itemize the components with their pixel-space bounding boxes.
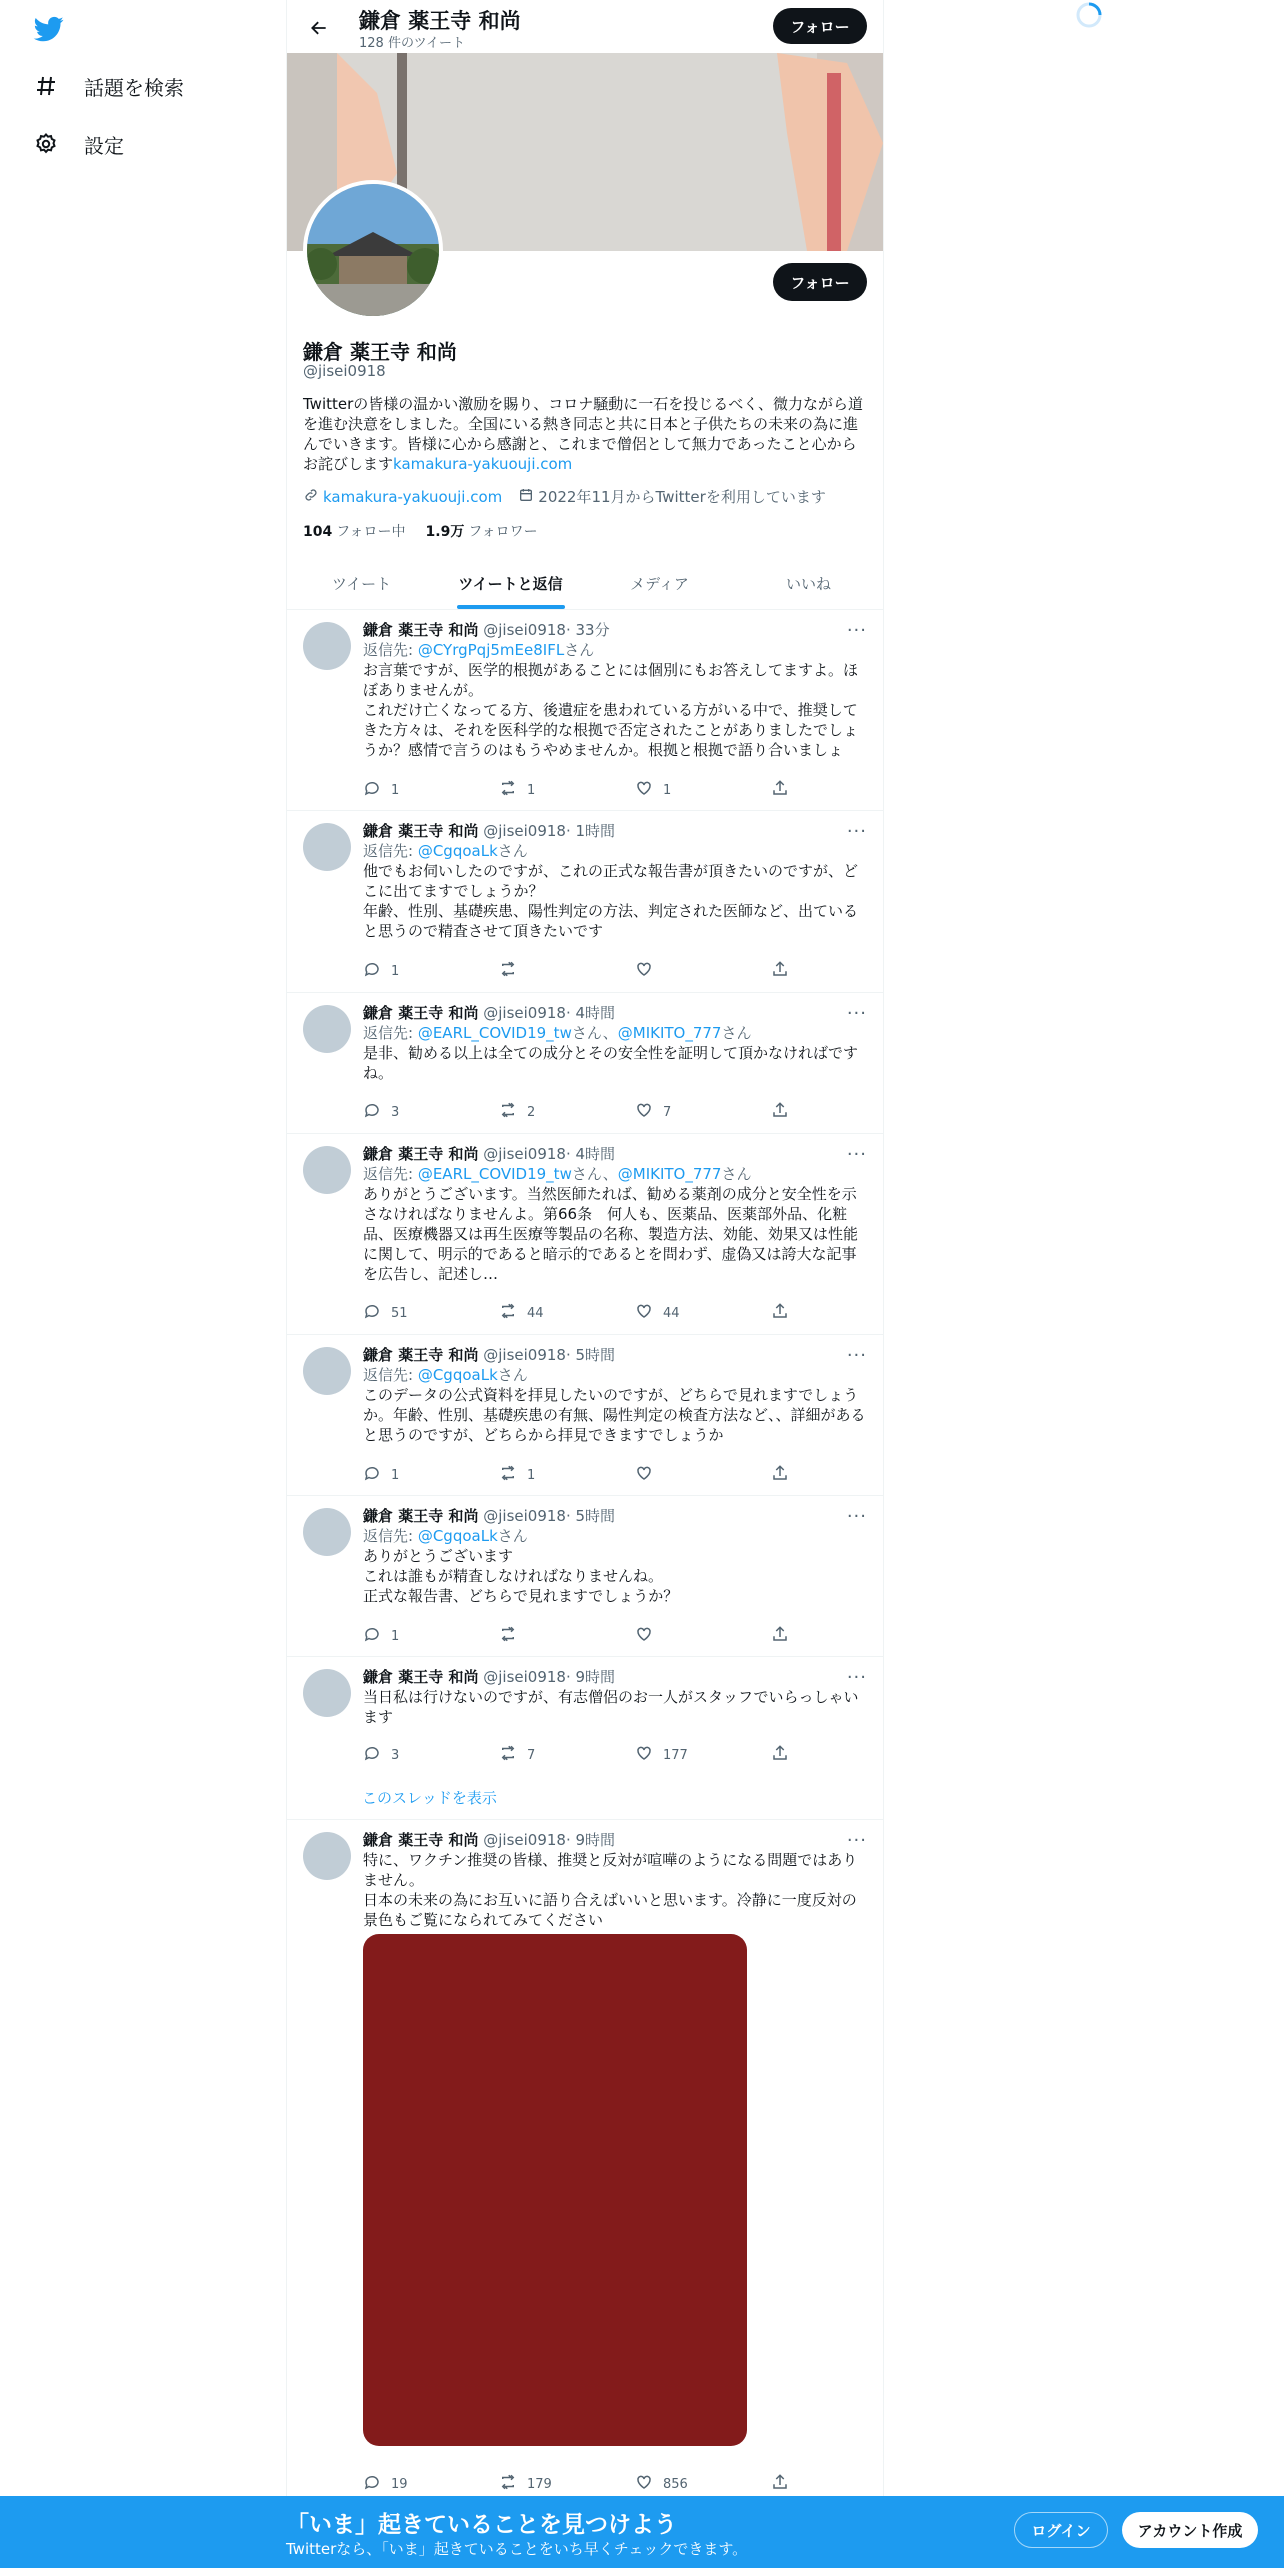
more-options-icon[interactable]: ··· bbox=[846, 1667, 867, 1688]
tweet-author-handle[interactable]: @jisei0918 bbox=[483, 1507, 566, 1525]
tweet-body bbox=[363, 1667, 867, 1727]
tweet-header bbox=[363, 1506, 867, 1526]
share-icon bbox=[771, 2473, 789, 2495]
tweet-time[interactable]: · 1時間 bbox=[565, 822, 616, 840]
tweet-author-name[interactable]: 鎌倉 薬王寺 和尚 bbox=[363, 1668, 479, 1686]
reply-icon bbox=[363, 2473, 381, 2495]
tweet-avatar[interactable] bbox=[303, 1005, 351, 1053]
tweet-avatar[interactable] bbox=[303, 823, 351, 871]
reply-icon bbox=[363, 779, 381, 801]
retweet-action[interactable] bbox=[499, 1745, 635, 1765]
reply-action[interactable] bbox=[363, 1465, 499, 1485]
reply-to-handle[interactable]: @EARL_COVID19_tw bbox=[417, 1024, 572, 1042]
profile-avatar[interactable] bbox=[303, 180, 443, 320]
nav-explore-label: 話題を検索 bbox=[84, 75, 184, 100]
profile-website[interactable] bbox=[303, 487, 502, 507]
retweet-action[interactable] bbox=[499, 1303, 635, 1323]
following-stat[interactable] bbox=[303, 521, 406, 541]
like-count: 44 bbox=[663, 1305, 680, 1321]
header-follow-button[interactable]: フォロー bbox=[773, 8, 867, 44]
reply-to-suffix: さん bbox=[564, 641, 595, 659]
reply-to-mid: さん、 bbox=[571, 1024, 618, 1042]
tweet-avatar[interactable] bbox=[303, 622, 351, 670]
tweet-actions bbox=[363, 1102, 793, 1122]
followers-label: フォロワー bbox=[468, 524, 538, 540]
retweet-icon bbox=[499, 2473, 517, 2495]
tweet-header bbox=[363, 1003, 867, 1023]
share-action[interactable] bbox=[771, 2474, 789, 2494]
retweet-count: 1 bbox=[527, 782, 536, 798]
reply-to-handle[interactable]: @EARL_COVID19_tw bbox=[417, 1165, 572, 1183]
reply-action[interactable] bbox=[363, 2474, 499, 2494]
tweet-author-handle[interactable]: @jisei0918 bbox=[483, 1668, 566, 1686]
retweet-icon bbox=[499, 1744, 517, 1766]
tweet-author-handle[interactable]: @jisei0918 bbox=[483, 1346, 566, 1364]
retweet-icon bbox=[499, 1625, 517, 1647]
tweet-body bbox=[363, 1144, 867, 1284]
share-action[interactable] bbox=[771, 1102, 789, 1122]
reply-to-suffix: さん bbox=[721, 1165, 752, 1183]
reply-to-handle[interactable]: @CgqoaLk bbox=[417, 1366, 498, 1384]
share-action[interactable] bbox=[771, 780, 789, 800]
reply-icon bbox=[363, 1625, 381, 1647]
tweet-header bbox=[363, 1144, 867, 1164]
retweet-icon bbox=[499, 779, 517, 801]
tweet-time[interactable]: · 5時間 bbox=[565, 1507, 616, 1525]
reply-action[interactable] bbox=[363, 1102, 499, 1122]
more-options-icon[interactable]: ··· bbox=[846, 821, 867, 842]
tweet-body bbox=[363, 1506, 867, 1606]
profile-follow-button[interactable]: フォロー bbox=[773, 263, 867, 301]
retweet-icon bbox=[499, 960, 517, 982]
share-icon bbox=[771, 1625, 789, 1647]
heart-icon bbox=[635, 1625, 653, 1647]
tweet-author-handle[interactable]: @jisei0918 bbox=[483, 621, 566, 639]
share-icon bbox=[771, 779, 789, 801]
like-count: 7 bbox=[663, 1104, 672, 1120]
like-action[interactable] bbox=[635, 961, 771, 981]
retweet-icon bbox=[499, 1101, 517, 1123]
heart-icon bbox=[635, 2473, 653, 2495]
reply-count: 3 bbox=[391, 1104, 400, 1120]
tweet-body bbox=[363, 1830, 867, 1930]
heart-icon bbox=[635, 960, 653, 982]
tweet-author-name[interactable]: 鎌倉 薬王寺 和尚 bbox=[363, 1346, 479, 1364]
reply-count: 51 bbox=[391, 1305, 408, 1321]
like-action[interactable] bbox=[635, 780, 771, 800]
reply-count: 19 bbox=[391, 2476, 408, 2492]
reply-icon bbox=[363, 1464, 381, 1486]
tab-tweets[interactable]: ツイート bbox=[331, 574, 392, 593]
tab-tweets-and-replies[interactable]: ツイートと返信 bbox=[436, 557, 585, 609]
reply-to-handle-2[interactable]: @MIKITO_777 bbox=[617, 1024, 722, 1042]
reply-to-suffix: さん bbox=[497, 842, 528, 860]
tweet-time[interactable]: · 4時間 bbox=[565, 1004, 616, 1022]
tweet-time[interactable]: · 9時間 bbox=[565, 1831, 616, 1849]
tweet-time[interactable]: · 9時間 bbox=[565, 1668, 616, 1686]
retweet-icon bbox=[499, 1464, 517, 1486]
hashtag-icon bbox=[32, 72, 60, 100]
heart-icon bbox=[635, 1302, 653, 1324]
tweet-header bbox=[363, 821, 867, 841]
bottom-signup-bar bbox=[0, 2496, 1284, 2568]
tweet-item[interactable] bbox=[287, 811, 883, 993]
tweet-text: 当日私は行けないのですが、有志僧侶のお一人がスタッフでいらっしゃいます bbox=[363, 1688, 859, 1726]
profile-bio-text: Twitterの皆様の温かい激励を賜り、コロナ騒動に一石を投じるべく、微力ながら道を進む決意をしました。全国にいる熱き同志と共に日本と子供たちの未来の為に進んでいきます。皆様に心から感謝と、これまで僧侶として無力であったこと心からお詫びします bbox=[303, 395, 863, 473]
show-thread-link[interactable]: このスレッドを表示 bbox=[362, 1789, 497, 1807]
more-options-icon[interactable]: ··· bbox=[846, 1830, 867, 1851]
reply-icon bbox=[363, 1744, 381, 1766]
share-action[interactable] bbox=[771, 1745, 789, 1765]
tweet-avatar[interactable] bbox=[303, 1347, 351, 1395]
share-icon bbox=[771, 1744, 789, 1766]
reply-to-mid: さん、 bbox=[571, 1165, 618, 1183]
tweet-author-name[interactable]: 鎌倉 薬王寺 和尚 bbox=[363, 822, 479, 840]
tweet-item[interactable] bbox=[287, 1134, 883, 1335]
tweet-author-name[interactable]: 鎌倉 薬王寺 和尚 bbox=[363, 1145, 479, 1163]
header-name: 鎌倉 薬王寺 和尚 bbox=[359, 9, 521, 33]
like-action[interactable] bbox=[635, 1465, 771, 1485]
tweet-actions bbox=[363, 961, 793, 981]
loading-spinner-icon bbox=[1074, 0, 1104, 30]
reply-icon bbox=[363, 1302, 381, 1324]
tweet-author-name[interactable]: 鎌倉 薬王寺 和尚 bbox=[363, 621, 479, 639]
profile-bio-link[interactable]: kamakura-yakuouji.com bbox=[393, 455, 573, 473]
nav-settings-label: 設定 bbox=[84, 133, 124, 158]
login-button[interactable]: ログイン bbox=[1014, 2512, 1108, 2548]
signup-button[interactable]: アカウント作成 bbox=[1122, 2512, 1258, 2548]
reply-icon bbox=[363, 960, 381, 982]
profile-stats bbox=[303, 521, 538, 541]
tweet-item[interactable] bbox=[287, 1496, 883, 1657]
tweet-body bbox=[363, 1003, 867, 1083]
tweet-header bbox=[363, 620, 867, 640]
tweet-avatar[interactable] bbox=[303, 1146, 351, 1194]
share-action[interactable] bbox=[771, 961, 789, 981]
reply-icon bbox=[363, 1101, 381, 1123]
more-options-icon[interactable]: ··· bbox=[846, 1506, 867, 1527]
nav-explore[interactable] bbox=[32, 66, 184, 106]
like-action[interactable] bbox=[635, 1745, 771, 1765]
tweet-actions bbox=[363, 1303, 793, 1323]
tweet-actions bbox=[363, 1626, 793, 1646]
tweet-avatar[interactable] bbox=[303, 1669, 351, 1717]
retweet-action[interactable] bbox=[499, 780, 635, 800]
heart-icon bbox=[635, 1744, 653, 1766]
retweet-action[interactable] bbox=[499, 1465, 635, 1485]
heart-icon bbox=[635, 779, 653, 801]
tweet-text: 他でもお伺いしたのですが、これの正式な報告書が頂きたいのですが、どこに出てますでしょうか？ 年齢、性別、基礎疾患、陽性判定の方法、判定された医師など、出ていると思うので精査させて頂きたいです bbox=[363, 862, 859, 940]
heart-icon bbox=[635, 1101, 653, 1123]
tweet-reply-to: 返信先: @CgqoaLkさん bbox=[363, 842, 528, 860]
profile-header-bar bbox=[287, 0, 883, 53]
reply-count: 1 bbox=[391, 1467, 400, 1483]
tweet-actions bbox=[363, 780, 793, 800]
calendar-icon bbox=[518, 487, 534, 507]
tweet-header bbox=[363, 1667, 867, 1687]
tweet-actions bbox=[363, 2474, 793, 2494]
back-arrow-icon[interactable] bbox=[301, 10, 337, 46]
reply-to-handle[interactable]: @CYrgPqj5mEe8IFL bbox=[417, 641, 565, 659]
reply-action[interactable] bbox=[363, 961, 499, 981]
tweet-text: お言葉ですが、医学的根拠があることには個別にもお答えしてますよ。ほぼありませんが。 これだけ亡くなってる方、後遺症を患われている方がいる中で、推奨してきた方々は、それを医科学的な根拠で否定されたことがありましたでしょうか？感情で言うのはもうやめませんか。根拠と根拠で語り合いましょ bbox=[363, 661, 859, 759]
reply-action[interactable] bbox=[363, 1303, 499, 1323]
tweet-item[interactable] bbox=[287, 610, 883, 811]
more-options-icon[interactable]: ··· bbox=[846, 1003, 867, 1024]
following-count: 104 bbox=[303, 524, 333, 540]
reply-to-suffix: さん bbox=[497, 1366, 528, 1384]
profile-joined-text: 2022年11月からTwitterを利用しています bbox=[538, 488, 826, 506]
bottom-bar-title: 「いま」起きていることを見つけよう bbox=[286, 2512, 677, 2538]
tweet-reply-to: 返信先: @EARL_COVID19_twさん、@MIKITO_777さん bbox=[363, 1165, 752, 1183]
reply-to-handle-2[interactable]: @MIKITO_777 bbox=[617, 1165, 722, 1183]
tweet-body bbox=[363, 620, 867, 760]
tweet-author-name[interactable]: 鎌倉 薬王寺 和尚 bbox=[363, 1004, 479, 1022]
reply-to-handle[interactable]: @CgqoaLk bbox=[417, 842, 498, 860]
more-options-icon[interactable]: ··· bbox=[846, 1144, 867, 1165]
tweet-body bbox=[363, 821, 867, 941]
share-action[interactable] bbox=[771, 1465, 789, 1485]
tweet-text: 特に、ワクチン推奨の皆様、推奨と反対が喧嘩のようになる問題ではありません。 日本の未来の為にお互いに語り合えばいいと思います。冷静に一度反対の景色もご覧になられてみてください bbox=[363, 1851, 858, 1929]
link-icon bbox=[303, 487, 319, 507]
tweet-author-handle[interactable]: @jisei0918 bbox=[483, 1004, 566, 1022]
heart-icon bbox=[635, 1464, 653, 1486]
tweet-author-handle[interactable]: @jisei0918 bbox=[483, 1145, 566, 1163]
like-count: 1 bbox=[663, 782, 672, 798]
following-label: フォロー中 bbox=[336, 524, 406, 540]
followers-count: 1.9万 bbox=[425, 524, 465, 540]
tweet-author-handle[interactable]: @jisei0918 bbox=[483, 822, 566, 840]
retweet-action[interactable] bbox=[499, 961, 635, 981]
share-icon bbox=[771, 960, 789, 982]
profile-meta bbox=[303, 486, 826, 507]
retweet-action[interactable] bbox=[499, 2474, 635, 2494]
profile-website-text[interactable]: kamakura-yakuouji.com bbox=[323, 487, 503, 506]
tweet-reply-to: 返信先: @EARL_COVID19_twさん、@MIKITO_777さん bbox=[363, 1024, 752, 1042]
tweet-avatar[interactable] bbox=[303, 1832, 351, 1880]
tweet-item[interactable] bbox=[287, 1335, 883, 1496]
tweet-time[interactable]: · 4時間 bbox=[565, 1145, 616, 1163]
reply-count: 1 bbox=[391, 782, 400, 798]
tweet-item[interactable] bbox=[287, 1820, 883, 2496]
share-action[interactable] bbox=[771, 1303, 789, 1323]
tweet-reply-to: 返信先: @CgqoaLkさん bbox=[363, 1366, 528, 1384]
retweet-action[interactable] bbox=[499, 1626, 635, 1646]
like-count: 856 bbox=[663, 2476, 688, 2492]
like-count: 177 bbox=[663, 1747, 688, 1763]
tweet-body bbox=[363, 1345, 867, 1445]
profile-handle: @jisei0918 bbox=[303, 362, 386, 380]
tweet-avatar[interactable] bbox=[303, 1508, 351, 1556]
like-action[interactable] bbox=[635, 1102, 771, 1122]
tweet-author-name[interactable]: 鎌倉 薬王寺 和尚 bbox=[363, 1507, 479, 1525]
retweet-count: 7 bbox=[527, 1747, 536, 1763]
retweet-icon bbox=[499, 1302, 517, 1324]
tweet-author-name[interactable]: 鎌倉 薬王寺 和尚 bbox=[363, 1831, 479, 1849]
retweet-count: 2 bbox=[527, 1104, 536, 1120]
profile-bio bbox=[303, 394, 869, 474]
retweet-action[interactable] bbox=[499, 1102, 635, 1122]
profile-name: 鎌倉 薬王寺 和尚 bbox=[303, 340, 457, 364]
reply-count: 1 bbox=[391, 963, 400, 979]
tweet-actions bbox=[363, 1745, 793, 1765]
profile-tabs bbox=[287, 557, 883, 610]
reply-action[interactable] bbox=[363, 780, 499, 800]
followers-stat[interactable] bbox=[426, 521, 538, 541]
reply-to-suffix: さん bbox=[721, 1024, 752, 1042]
tweet-actions bbox=[363, 1465, 793, 1485]
tweet-header bbox=[363, 1345, 867, 1365]
tweet-text: ありがとうございます。当然医師たれば、勧める薬剤の成分と安全性を示さなければなりませんよ。第66条 何人も、医薬品、医薬部外品、化粧品、医療機器又は再生医療等製品の名称、製造方法、効能、効果又は性能に関して、明示的であると暗示的であるとを問わず、虚偽又は誇大な記事を広告し、記述し… bbox=[363, 1185, 859, 1283]
share-icon bbox=[771, 1464, 789, 1486]
twitter-logo-icon[interactable] bbox=[32, 14, 66, 44]
retweet-count: 1 bbox=[527, 1467, 536, 1483]
reply-count: 1 bbox=[391, 1628, 400, 1644]
gear-icon bbox=[32, 130, 60, 158]
share-icon bbox=[771, 1302, 789, 1324]
share-icon bbox=[771, 1101, 789, 1123]
like-action[interactable] bbox=[635, 2474, 771, 2494]
nav-settings[interactable] bbox=[32, 124, 124, 164]
like-action[interactable] bbox=[635, 1626, 771, 1646]
profile-joined bbox=[518, 486, 826, 507]
reply-to-handle[interactable]: @CgqoaLk bbox=[417, 1527, 498, 1545]
share-action[interactable] bbox=[771, 1626, 789, 1646]
main-column bbox=[286, 0, 884, 2568]
tab-likes[interactable]: いいね bbox=[785, 574, 831, 593]
tab-media[interactable]: メディア bbox=[630, 574, 689, 593]
tweet-reply-to: 返信先: @CgqoaLkさん bbox=[363, 1527, 528, 1545]
more-options-icon[interactable]: ··· bbox=[846, 620, 867, 641]
tweet-item[interactable] bbox=[287, 993, 883, 1134]
tweet-author-handle[interactable]: @jisei0918 bbox=[483, 1831, 566, 1849]
retweet-count: 44 bbox=[527, 1305, 544, 1321]
like-action[interactable] bbox=[635, 1303, 771, 1323]
tweet-reply-to: 返信先: @CYrgPqj5mEe8IFLさん bbox=[363, 641, 595, 659]
tweet-media-image[interactable] bbox=[363, 1934, 747, 2446]
tweet-time[interactable]: · 5時間 bbox=[565, 1346, 616, 1364]
reply-to-suffix: さん bbox=[497, 1527, 528, 1545]
bottom-bar-subtitle: Twitterなら、「いま」起きていることをいち早くチェックできます。 bbox=[286, 2540, 748, 2558]
reply-action[interactable] bbox=[363, 1745, 499, 1765]
tweet-time[interactable]: · 33分 bbox=[565, 621, 610, 639]
reply-action[interactable] bbox=[363, 1626, 499, 1646]
header-tweet-count: 128 件のツイート bbox=[359, 36, 466, 51]
reply-count: 3 bbox=[391, 1747, 400, 1763]
tweet-text: このデータの公式資料を拝見したいのですが、どちらで見れますでしょうか。年齢、性別、基礎疾患の有無、陽性判定の検査方法など、、詳細があると思うのですが、どちらから拝見できますでしょうか bbox=[363, 1386, 866, 1444]
tweet-text: 是非、勧める以上は全ての成分とその安全性を証明して頂かなければですね。 bbox=[363, 1044, 859, 1082]
more-options-icon[interactable]: ··· bbox=[846, 1345, 867, 1366]
tweet-header bbox=[363, 1830, 867, 1850]
retweet-count: 179 bbox=[527, 2476, 552, 2492]
tweet-text: ありがとうございます これは誰もが精査しなければなりませんね。 正式な報告書、どちらで見れますでしょうか？ bbox=[363, 1547, 679, 1605]
